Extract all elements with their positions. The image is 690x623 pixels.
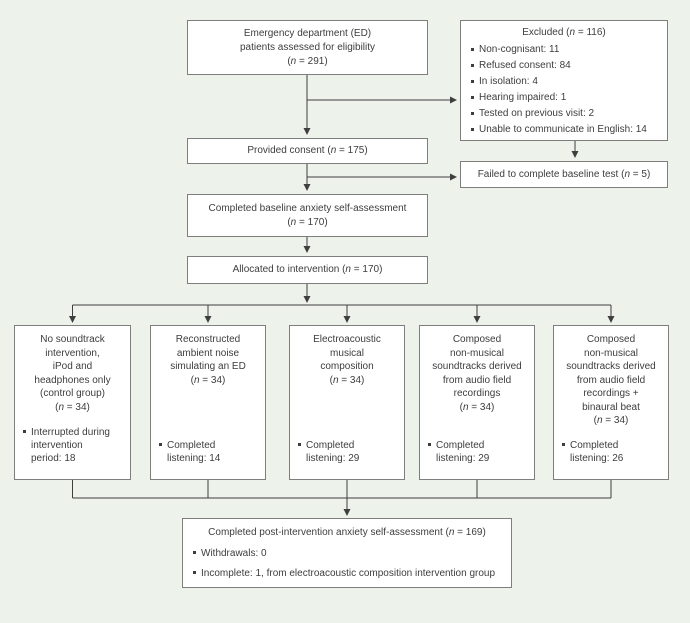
arm-bullets <box>560 435 662 465</box>
bullet-item: Tested on previous visit: 2 <box>469 108 659 120</box>
arm-title: Electroacoustic musical composition (n = 34) <box>313 334 381 386</box>
arm-box-binaural-beat <box>553 325 669 480</box>
arm-bullets <box>426 435 528 465</box>
arm-bullets <box>21 422 124 465</box>
arm-title: No soundtrack intervention, iPod and headphones only (control group) (n = 34) <box>34 334 111 413</box>
baseline-assessment-box <box>187 194 428 237</box>
arm-bullets <box>296 435 398 465</box>
arm-bullets <box>157 435 259 465</box>
bullet-item: Hearing impaired: 1 <box>469 92 659 104</box>
bullet-item: Unable to communicate in English: 14 <box>469 124 659 136</box>
arm-box-field-recordings <box>419 325 535 480</box>
bullet-item: Withdrawals: 0 <box>191 547 503 560</box>
eligibility-text: Emergency department (ED) patients assessed for eligibility (n = 291) <box>239 27 376 67</box>
bullet-item: In isolation: 4 <box>469 76 659 88</box>
excluded-title: Excluded (n = 116) <box>522 27 606 38</box>
bullet-item: Interrupted during intervention period: 18 <box>21 426 124 465</box>
excluded-bullets <box>469 44 659 136</box>
excluded-box <box>460 20 668 141</box>
bullet-item: Refused consent: 84 <box>469 60 659 72</box>
arm-title: Reconstructed ambient noise simulating an ED (n = 34) <box>170 334 246 386</box>
eligibility-box <box>187 20 428 75</box>
allocated-box <box>187 256 428 284</box>
bullet-item: Incomplete: 1, from electroacoustic composition intervention group <box>191 567 503 580</box>
post-intervention-title: Completed post-intervention anxiety self-assessment (n = 169) <box>208 527 486 538</box>
bullet-item: Non-cognisant: 11 <box>469 44 659 56</box>
arm-box-electroacoustic <box>289 325 405 480</box>
arm-box-control <box>14 325 131 480</box>
arm-title: Composed non-musical soundtracks derived from audio field recordings (n = 34) <box>432 334 522 413</box>
bullet-item: Completed listening: 29 <box>296 439 398 465</box>
baseline-assessment-text: Completed baseline anxiety self-assessment (n = 170) <box>208 202 407 228</box>
failed-baseline-box <box>460 161 668 188</box>
consent-text: Provided consent (n = 175) <box>247 145 368 156</box>
post-intervention-box <box>182 518 512 588</box>
post-intervention-bullets <box>191 547 503 580</box>
consent-box <box>187 138 428 164</box>
arm-title: Composed non-musical soundtracks derived from audio field recordings + binaural beat (n = 34) <box>566 334 656 426</box>
failed-baseline-text: Failed to complete baseline test (n = 5) <box>477 168 651 180</box>
bullet-item: Completed listening: 14 <box>157 439 259 465</box>
arm-box-ambient-noise <box>150 325 266 480</box>
bullet-item: Completed listening: 26 <box>560 439 662 465</box>
bullet-item: Completed listening: 29 <box>426 439 528 465</box>
allocated-text: Allocated to intervention (n = 170) <box>232 264 383 275</box>
